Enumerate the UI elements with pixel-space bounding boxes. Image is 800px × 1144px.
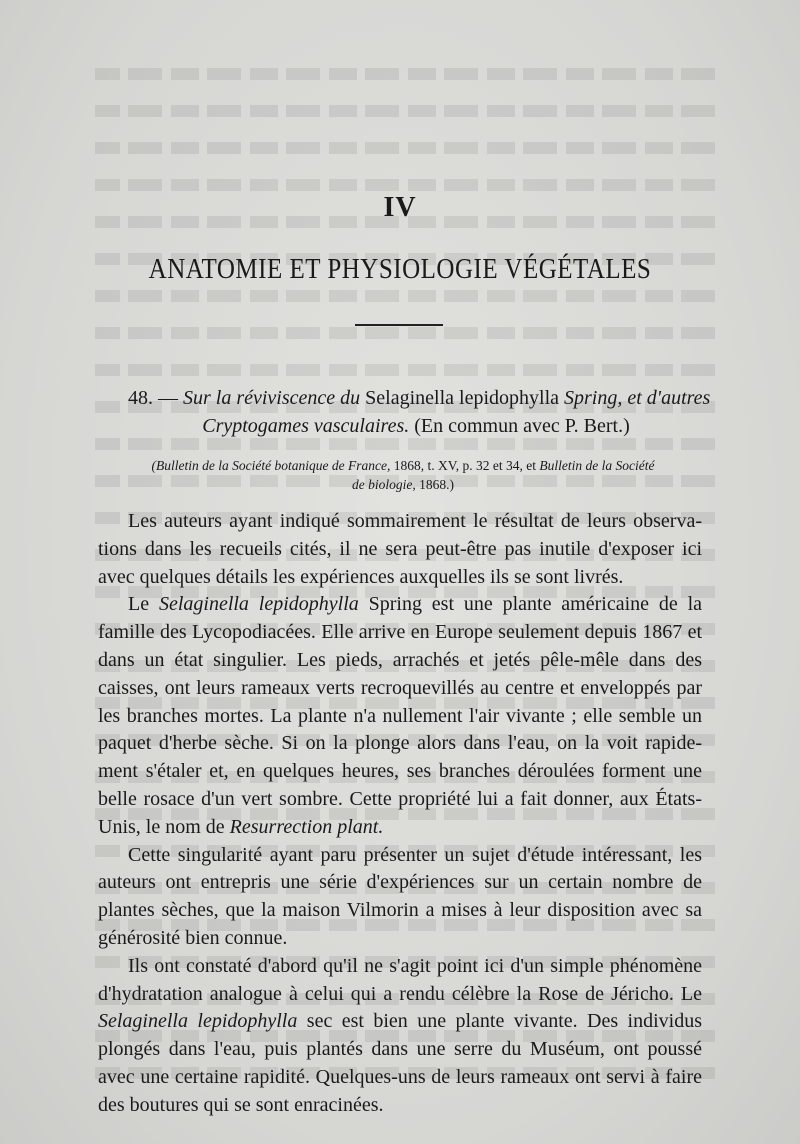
entry-title-commun: (En commun avec P. Bert.) — [414, 415, 630, 437]
common-name: Resurrection plant. — [229, 815, 384, 838]
text-line: avec quelques détails les expériences auxquelles ils se sont livrés. — [98, 565, 624, 588]
entry-title-genus: Selaginella lepidophylla — [365, 387, 560, 409]
section-title: ANATOMIE ET PHYSIOLOGIE VÉGÉTALES — [148, 253, 652, 285]
section-number: IV — [383, 192, 417, 223]
text-line: plongés dans l'eau, puis plantés dans une serre du Muséum, ont poussé — [98, 1038, 702, 1061]
text-line: Cette singularité ayant paru présenter un sujet d'étude intéressant, les — [128, 843, 702, 866]
citation-ref-2: 1868.) — [419, 477, 454, 492]
text-line: Les auteurs ayant indiqué sommairement le résultat de leurs observa- — [128, 510, 702, 532]
entry-title-sur: Sur la réviviscence du — [183, 387, 361, 409]
bibliographic-citation — [98, 456, 708, 494]
text-line: caisses, ont leurs rameaux verts recroquevillés au centre et enveloppés par — [98, 676, 702, 699]
text-fragment: sec est bien une plante vivante. Des individus — [306, 1010, 703, 1033]
citation-line-2 — [98, 475, 708, 494]
entry-dash: — — [158, 387, 178, 409]
text-line: belle rosace d'un vert sombre. Cette propriété lui a fait donner, aux États- — [98, 787, 702, 810]
entry-title-crypto: Cryptogames vasculaires. — [202, 415, 410, 437]
body-text — [98, 508, 702, 1120]
text-line: ment s'étaler et, en quelques heures, ses branches déroulées forment une — [98, 760, 702, 783]
text-line — [98, 814, 702, 842]
text-line: tions dans les recueils cités, il ne sera peut-être pas inutile d'exposer ici — [98, 537, 702, 560]
text-line: des boutures qui se sont enracinées. — [98, 1093, 384, 1116]
citation-source-2b: de biologie, — [352, 477, 416, 492]
text-line — [98, 1008, 702, 1036]
text-line: paquet d'herbe sèche. Si on la plonge alors dans l'eau, on la voit rapide- — [98, 732, 702, 755]
citation-line-1 — [98, 456, 708, 475]
text-line: famille des Lycopodiacées. Elle arrive en Europe seulement depuis 1867 et — [98, 621, 702, 644]
entry-title-spring: Spring, et d'autres — [564, 387, 711, 409]
text-line: générosité bien connue. — [98, 926, 288, 949]
text-fragment: Spring est une plante américaine de la — [368, 593, 703, 616]
entry-heading-line-1 — [128, 384, 711, 412]
citation-ref-1: 1868, t. XV, p. 32 et 34, et — [393, 458, 536, 473]
text-fragment: Le — [128, 593, 150, 616]
text-line: auteurs ont entrepris une série d'expériences sur un certain nombre de — [98, 871, 702, 894]
text-fragment: Unis, le nom de — [98, 815, 225, 838]
text-line: avec une certaine rapidité. Quelques-uns de leurs rameaux ont servi à faire — [98, 1065, 702, 1088]
text-line: les branches mortes. La plante n'a nullement l'air vivante ; elle semble un — [98, 704, 702, 727]
citation-source-2: Bulletin de la Société — [539, 458, 655, 473]
entry-heading-line-2 — [128, 412, 704, 440]
text-line: dans un état singulier. Les pieds, arrachés et jetés pêle-mêle dans des — [98, 648, 702, 671]
text-line: Ils ont constaté d'abord qu'il ne s'agit point ici d'un simple phénomène — [128, 954, 702, 977]
species-name: Selaginella lepidophylla — [98, 1010, 298, 1033]
text-line — [98, 591, 702, 619]
species-name: Selaginella lepidophylla — [158, 593, 359, 616]
entry-heading — [128, 384, 711, 440]
text-line: plantes sèches, que la maison Vilmorin a mises à leur disposition avec sa — [98, 899, 702, 922]
text-line: d'hydratation analogue à celui qui a rendu célèbre la Rose de Jéricho. Le — [98, 982, 702, 1005]
entry-number: 48. — [128, 387, 153, 409]
section-divider — [355, 324, 443, 326]
citation-source-1: (Bulletin de la Société botanique de France, — [151, 458, 391, 473]
